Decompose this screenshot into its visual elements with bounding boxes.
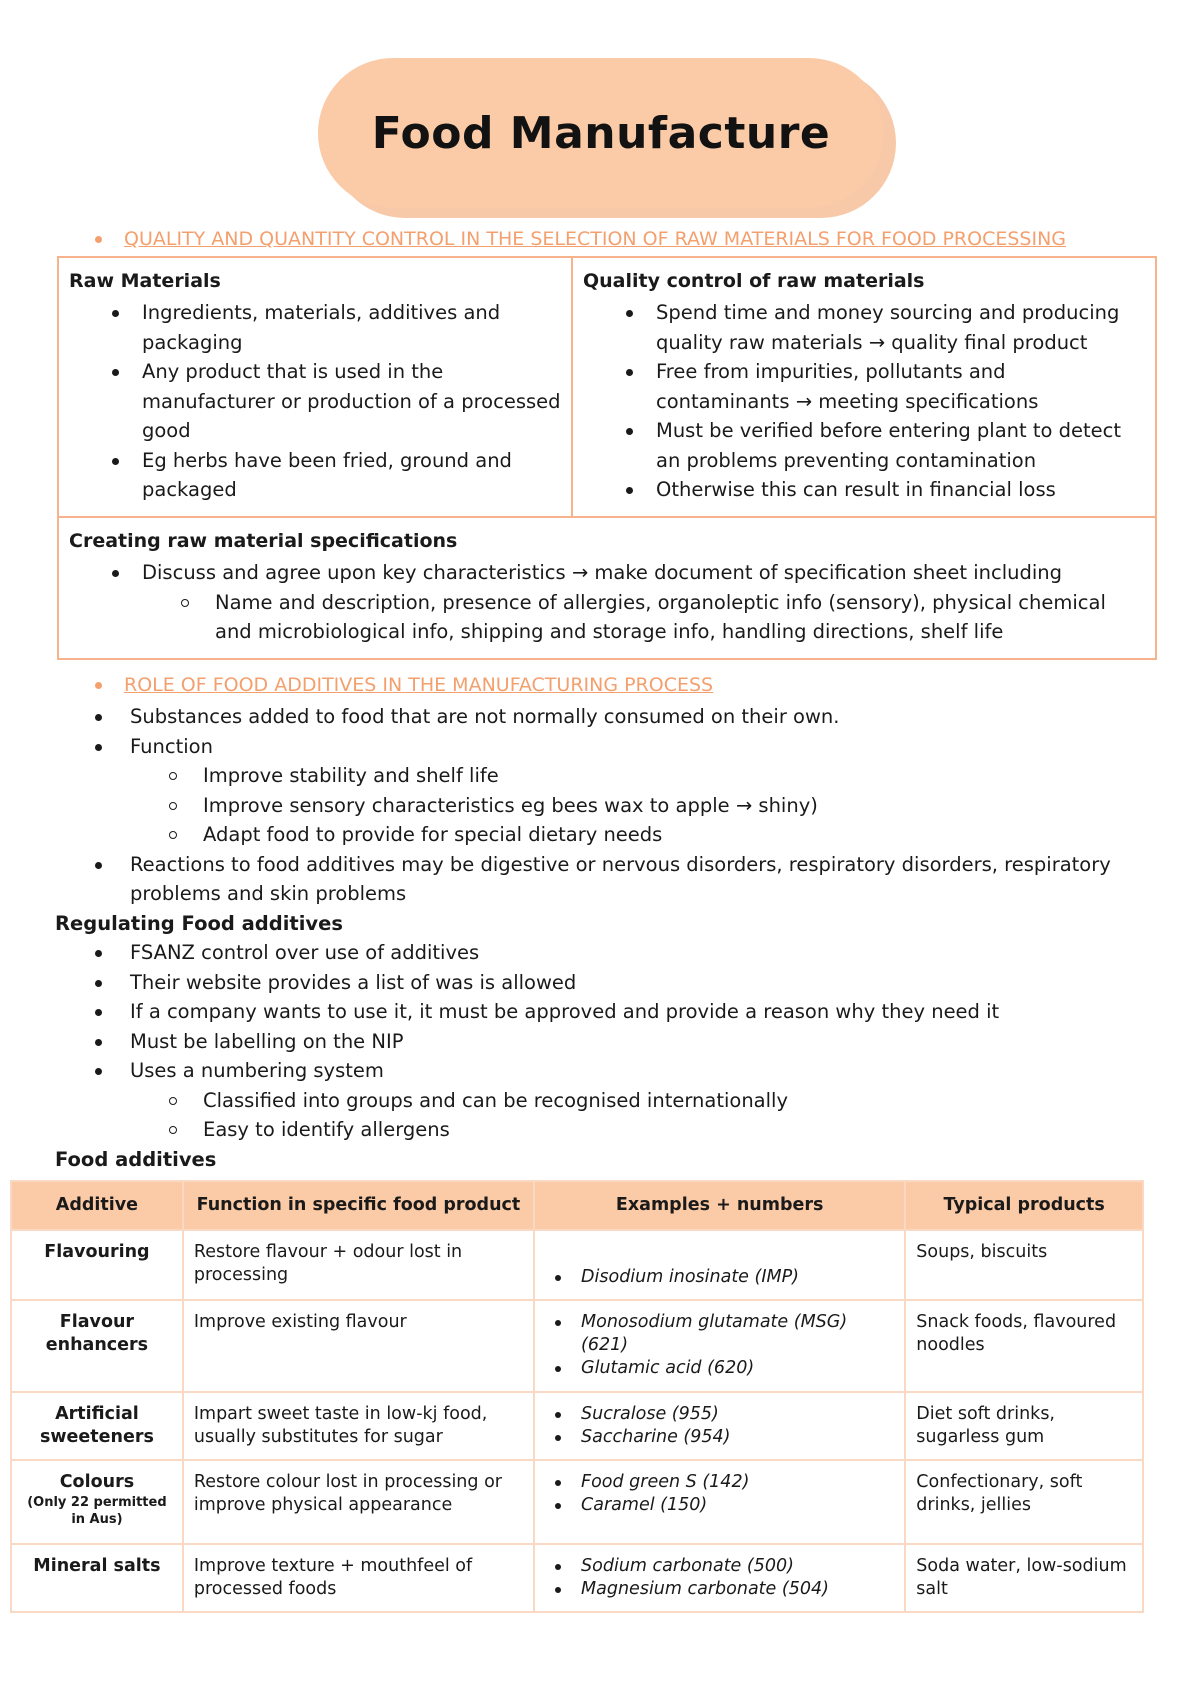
bullet-icon <box>95 682 102 689</box>
list-item: Must be labelling on the NIP <box>55 1027 1145 1057</box>
section-heading-text: QUALITY AND QUANTITY CONTROL IN THE SELECTION OF RAW MATERIALS FOR FOOD PROCESSING <box>124 228 1067 250</box>
example-item: Food green S (142) <box>545 1471 894 1494</box>
table-row <box>11 1460 1143 1544</box>
additive-name-cell <box>11 1460 183 1544</box>
typical-products: Soups, biscuits <box>905 1230 1143 1300</box>
list-item: Must be verified before entering plant to detect an problems preventing contamination <box>583 416 1145 475</box>
list-subitem: Name and description, presence of allergies, organoleptic info (sensory), physical chemical and microbiological info, shipping and storage info, handling directions, shelf life <box>69 588 1145 647</box>
example-item: Saccharine (954) <box>545 1426 894 1449</box>
additive-examples <box>534 1544 905 1612</box>
additives-table-title: Food additives <box>55 1147 217 1171</box>
additive-function: Impart sweet taste in low-kj food, usually substitutes for sugar <box>183 1392 534 1460</box>
specifications-box <box>57 516 1157 660</box>
table-row <box>11 1230 1143 1300</box>
list-item: Discuss and agree upon key characteristics → make document of specification sheet including <box>69 558 1145 588</box>
column-header: Examples + numbers <box>534 1181 905 1230</box>
example-item: Sucralose (955) <box>545 1403 894 1426</box>
additives-role-list <box>55 702 1145 909</box>
list-item: If a company wants to use it, it must be approved and provide a reason why they need it <box>55 997 1145 1027</box>
list-subitem: Adapt food to provide for special dietary needs <box>55 820 1145 850</box>
additive-function: Improve existing flavour <box>183 1300 534 1392</box>
additive-name: Flavour enhancers <box>11 1300 183 1392</box>
example-item: Disodium inosinate (IMP) <box>545 1266 894 1289</box>
list-item: Free from impurities, pollutants and contaminants → meeting specifications <box>583 357 1145 416</box>
quality-control-list <box>583 298 1145 505</box>
additive-name: Flavouring <box>11 1230 183 1300</box>
table-row <box>11 1300 1143 1392</box>
additive-examples <box>534 1230 905 1300</box>
typical-products: Diet soft drinks, sugarless gum <box>905 1392 1143 1460</box>
additive-function: Restore colour lost in processing or improve physical appearance <box>183 1460 534 1544</box>
additives-table <box>10 1180 1144 1613</box>
additive-examples <box>534 1460 905 1544</box>
additive-examples <box>534 1300 905 1392</box>
list-item: Uses a numbering system <box>55 1056 1145 1086</box>
raw-materials-list <box>69 298 561 505</box>
table-row <box>11 1392 1143 1460</box>
list-item: Their website provides a list of was is allowed <box>55 968 1145 998</box>
specifications-title: Creating raw material specifications <box>69 530 458 552</box>
list-subitem: Improve sensory characteristics eg bees wax to apple → shiny) <box>55 791 1145 821</box>
additive-name: Mineral salts <box>11 1544 183 1612</box>
raw-materials-title: Raw Materials <box>69 270 221 292</box>
additive-name: Colours <box>59 1472 135 1492</box>
page-title: Food Manufacture <box>371 107 831 159</box>
list-subitem: Classified into groups and can be recognised internationally <box>55 1086 1145 1116</box>
typical-products: Confectionary, soft drinks, jellies <box>905 1460 1143 1544</box>
additive-examples <box>534 1392 905 1460</box>
typical-products: Soda water, low-sodium salt <box>905 1544 1143 1612</box>
specifications-sublist <box>69 588 1145 647</box>
list-item: Eg herbs have been fried, ground and packaged <box>69 446 561 505</box>
list-item: Spend time and money sourcing and producing quality raw materials → quality final product <box>583 298 1145 357</box>
specifications-list <box>69 558 1145 588</box>
list-item: Ingredients, materials, additives and packaging <box>69 298 561 357</box>
list-item: Otherwise this can result in financial loss <box>583 475 1145 505</box>
section-heading-additives <box>95 674 713 696</box>
regulating-list <box>55 938 1145 1145</box>
additive-function: Improve texture + mouthfeel of processed foods <box>183 1544 534 1612</box>
table-header-row <box>11 1181 1143 1230</box>
example-item: Monosodium glutamate (MSG) (621) <box>545 1311 894 1357</box>
example-item: Glutamic acid (620) <box>545 1357 894 1380</box>
example-item: Caramel (150) <box>545 1494 894 1517</box>
list-item: Reactions to food additives may be digestive or nervous disorders, respiratory disorders, respiratory problems and skin problems <box>55 850 1145 909</box>
column-header: Additive <box>11 1181 183 1230</box>
example-item: Magnesium carbonate (504) <box>545 1578 894 1601</box>
list-item: Function <box>55 732 1145 762</box>
additive-name: Artificial sweeteners <box>11 1392 183 1460</box>
list-item: Any product that is used in the manufacturer or production of a processed good <box>69 357 561 446</box>
bullet-icon <box>95 236 102 243</box>
raw-materials-box <box>57 256 573 518</box>
section-heading-quality <box>95 228 1066 250</box>
table-row <box>11 1544 1143 1612</box>
typical-products: Snack foods, flavoured noodles <box>905 1300 1143 1392</box>
list-subitem: Improve stability and shelf life <box>55 761 1145 791</box>
title-pill <box>318 58 884 208</box>
regulating-title: Regulating Food additives <box>55 911 343 935</box>
additives-role-section <box>55 702 1145 1174</box>
list-item: Substances added to food that are not normally consumed on their own. <box>55 702 1145 732</box>
list-item: FSANZ control over use of additives <box>55 938 1145 968</box>
column-header: Typical products <box>905 1181 1143 1230</box>
section-heading-text: ROLE OF FOOD ADDITIVES IN THE MANUFACTURING PROCESS <box>124 674 714 696</box>
quality-control-box <box>571 256 1157 518</box>
additive-function: Restore flavour + odour lost in processing <box>183 1230 534 1300</box>
quality-control-title: Quality control of raw materials <box>583 270 925 292</box>
additive-note: (Only 22 permitted in Aus) <box>27 1495 167 1527</box>
example-item: Sodium carbonate (500) <box>545 1555 894 1578</box>
list-subitem: Easy to identify allergens <box>55 1115 1145 1145</box>
column-header: Function in specific food product <box>183 1181 534 1230</box>
